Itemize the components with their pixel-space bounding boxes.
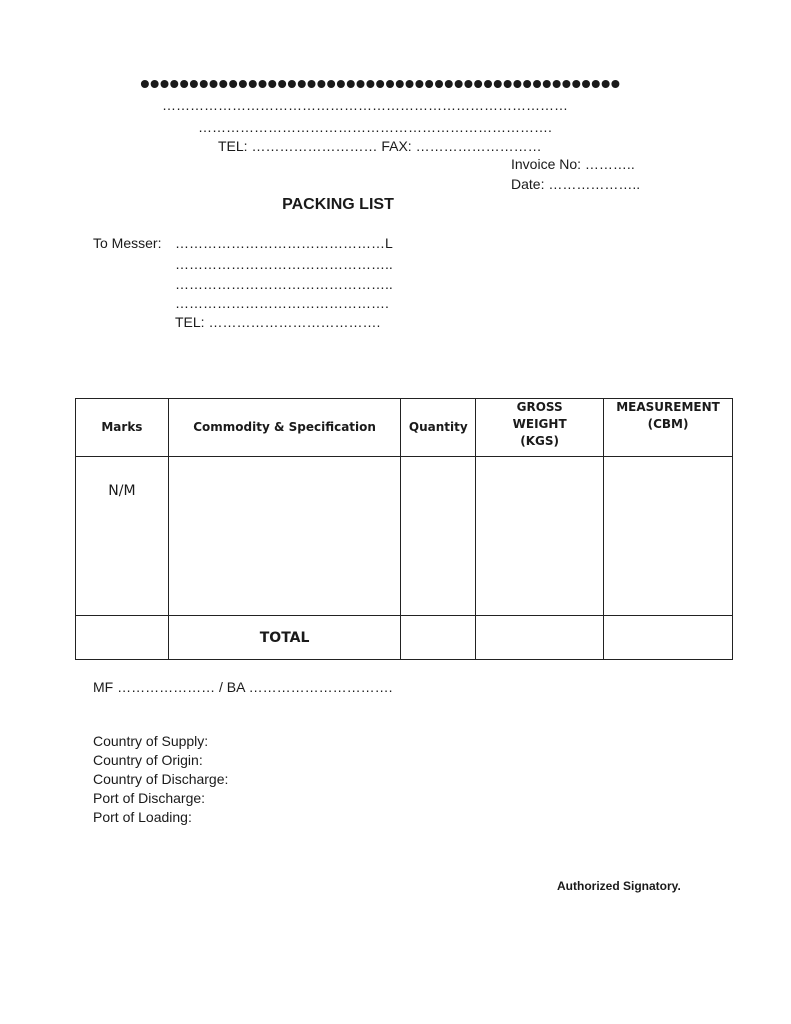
packing-list-table (75, 398, 733, 660)
address-line-2: …………………………………………………………………. (198, 119, 552, 135)
to-address-line-1: ………………………………………L (175, 235, 393, 251)
invoice-number: Invoice No: ……….. (511, 156, 635, 172)
header-measurement: MEASUREMENT (CBM) (604, 399, 733, 457)
country-of-origin: Country of Origin: (93, 752, 203, 768)
table-row (76, 457, 733, 616)
company-name-placeholder: ••••••••••••••••••••••••••••••••••••••••••••••••• (140, 68, 621, 99)
page-title: PACKING LIST (282, 196, 394, 213)
to-tel: TEL: ………………………………. (175, 314, 381, 330)
marks-cell: N/M (76, 457, 169, 616)
total-gross-weight-cell (476, 616, 604, 660)
table-header-row (76, 399, 733, 457)
country-of-discharge: Country of Discharge: (93, 771, 229, 787)
header-gross-weight: GROSS WEIGHT (KGS) (476, 399, 604, 457)
port-of-loading: Port of Loading: (93, 809, 192, 825)
country-of-supply: Country of Supply: (93, 733, 209, 749)
gross-weight-cell (476, 457, 604, 616)
total-measurement-cell (604, 616, 733, 660)
total-label: TOTAL (168, 616, 401, 660)
tel-fax-line: TEL: ……………………… FAX: ……………………… (218, 138, 542, 154)
commodity-cell (168, 457, 401, 616)
total-row (76, 616, 733, 660)
invoice-date: Date: ……………….. (511, 176, 641, 192)
measurement-cell (604, 457, 733, 616)
header-marks: Marks (76, 399, 169, 457)
to-messer-label: To Messer: (93, 235, 162, 251)
address-line-1: …………………………………………………………………………… (162, 97, 568, 113)
header-quantity: Quantity (401, 399, 476, 457)
to-address-line-3: ……………………………………….. (175, 276, 393, 292)
total-quantity-cell (401, 616, 476, 660)
port-of-discharge: Port of Discharge: (93, 790, 206, 806)
authorized-signatory: Authorized Signatory. (557, 879, 681, 893)
quantity-cell (401, 457, 476, 616)
header-commodity: Commodity & Specification (168, 399, 401, 457)
total-marks-cell (76, 616, 169, 660)
mf-ba-line: MF ………………… / BA …………………………. (93, 679, 393, 695)
to-address-line-2: ……………………………………….. (175, 256, 393, 272)
to-address-line-4: ………………………………………. (175, 295, 389, 311)
